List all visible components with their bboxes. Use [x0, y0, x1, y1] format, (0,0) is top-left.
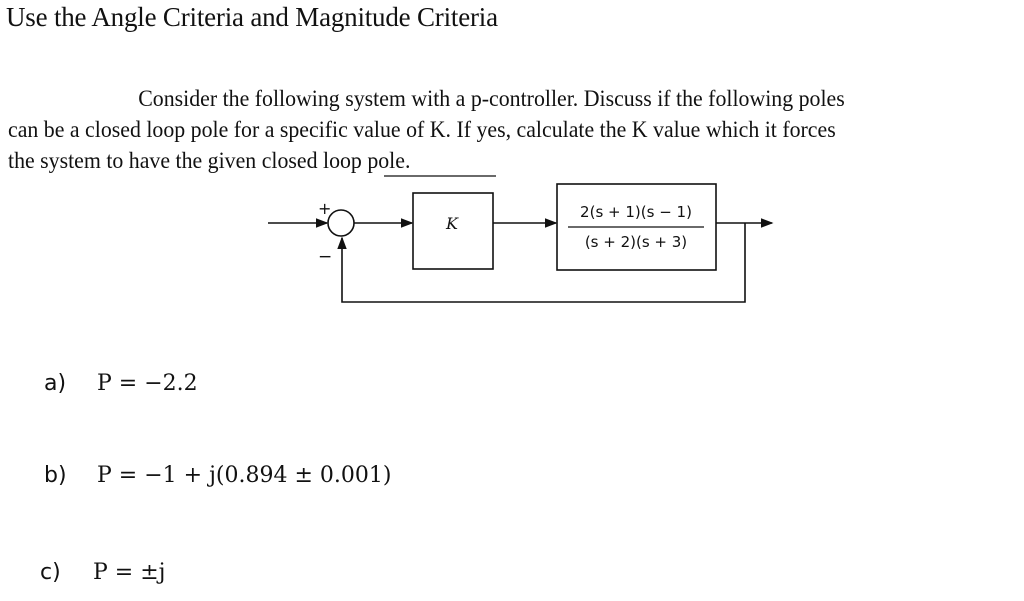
- controller-gain-label: K: [446, 214, 458, 233]
- plant-numerator: 2(s + 1)(s − 1): [580, 203, 692, 221]
- part-a: [44, 371, 198, 396]
- part-a-expression: P = −2.2: [97, 371, 198, 396]
- page-title: Use the Angle Criteria and Magnitude Criteria: [6, 2, 498, 32]
- part-a-label: a): [44, 371, 67, 396]
- problem-line-2: can be a closed loop pole for a specific value of K. If yes, calculate the K value which it forces: [8, 117, 836, 143]
- summer-minus-sign: −: [318, 247, 333, 267]
- part-b: [44, 463, 391, 488]
- part-b-label: b): [44, 463, 67, 488]
- part-c: [40, 560, 165, 585]
- plant-denominator: (s + 2)(s + 3): [584, 233, 688, 251]
- summer-plus-sign: +: [318, 199, 332, 218]
- summing-junction: [328, 210, 354, 236]
- problem-line-1: Consider the following system with a p-controller. Discuss if the following poles: [138, 86, 845, 112]
- part-b-expression: P = −1 + j(0.894 ± 0.001): [97, 463, 392, 488]
- part-c-expression: P = ±j: [93, 560, 166, 585]
- problem-line-3: the system to have the given closed loop pole.: [8, 148, 411, 174]
- part-c-label: c): [40, 560, 61, 585]
